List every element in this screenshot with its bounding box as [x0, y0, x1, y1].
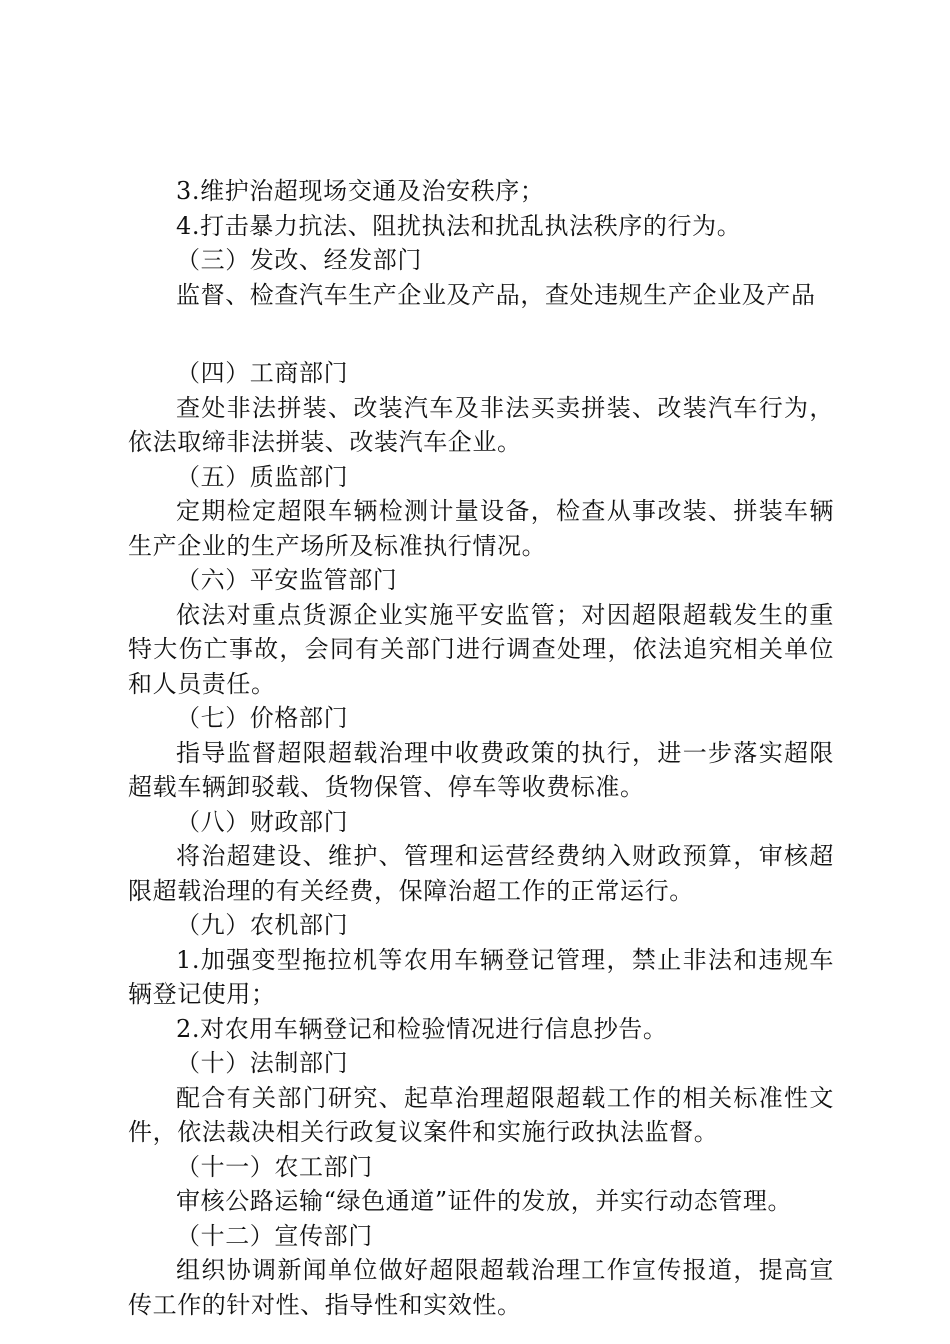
paragraph-item-4: 4.打击暴力抗法、阻扰执法和扰乱执法秩序的行为。	[176, 211, 742, 240]
section-body-12: 组织协调新闻单位做好超限超载治理工作宣传报道，提高宣传工作的针对性、指导性和实效性。	[128, 1256, 834, 1319]
paragraph-item-3: 3.维护治超现场交通及治安秩序；	[176, 177, 545, 205]
section-heading-10: （十）法制部门	[176, 1049, 349, 1077]
section-body-3: 监督、检查汽车生产企业及产品，查处违规生产企业及产品	[176, 280, 816, 309]
section-heading-11: （十一）农工部门	[176, 1152, 373, 1181]
section-heading-12: （十二）宣传部门	[176, 1221, 373, 1250]
section-body-9-item-1: 1.加强变型拖拉机等农用车辆登记管理，禁止非法和违规车辆登记使用；	[128, 945, 834, 1008]
section-heading-6: （六）平安监管部门	[176, 566, 398, 594]
section-heading-9: （九）农机部门	[176, 911, 349, 939]
section-body-5: 定期检定超限车辆检测计量设备，检查从事改装、拼装车辆生产企业的生产场所及标准执行情况。	[128, 497, 834, 560]
paragraph-gap	[128, 312, 834, 356]
section-body-7: 指导监督超限超载治理中收费政策的执行，进一步落实超限超载车辆卸驳载、货物保管、停车等收费标准。	[128, 738, 834, 801]
section-body-4: 查处非法拼装、改装汽车及非法买卖拼装、改装汽车行为，依法取缔非法拼装、改装汽车企业。	[128, 393, 834, 456]
section-body-9-item-2: 2.对农用车辆登记和检验情况进行信息抄告。	[176, 1014, 668, 1043]
section-heading-3: （三）发改、经发部门	[176, 246, 422, 274]
section-heading-4: （四）工商部门	[176, 359, 349, 387]
document-body	[128, 174, 834, 1322]
section-body-11: 审核公路运输“绿色通道”证件的发放，并实行动态管理。	[176, 1187, 793, 1215]
section-heading-5: （五）质监部门	[176, 462, 349, 491]
section-heading-8: （八）财政部门	[176, 807, 349, 836]
section-heading-7: （七）价格部门	[176, 704, 349, 732]
section-body-8: 将治超建设、维护、管理和运营经费纳入财政预算，审核超限超载治理的有关经费，保障治超工作的正常运行。	[128, 842, 834, 905]
section-body-10: 配合有关部门研究、起草治理超限超载工作的相关标准性文件，依法裁决相关行政复议案件和实施行政执法监督。	[128, 1083, 834, 1146]
section-body-6: 依法对重点货源企业实施平安监管；对因超限超载发生的重特大伤亡事故，会同有关部门进行调查处理，依法追究相关单位和人员责任。	[128, 600, 834, 698]
